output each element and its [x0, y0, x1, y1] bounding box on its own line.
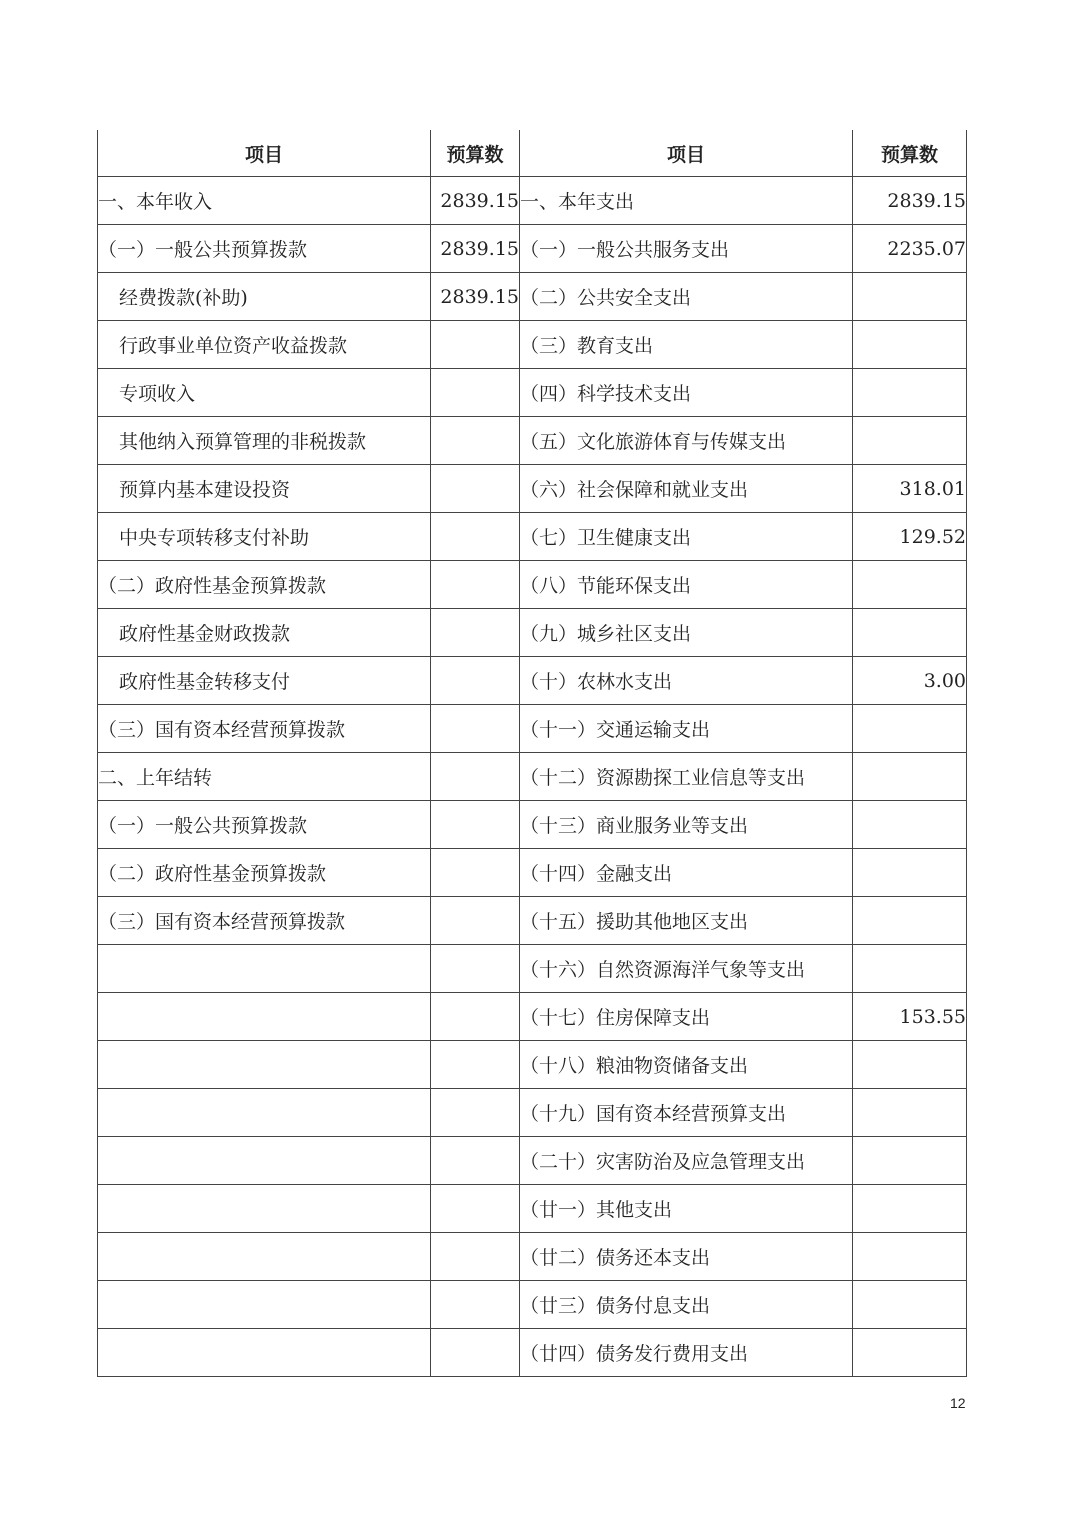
expense-value-cell: 129.52 — [853, 513, 967, 561]
expense-item-cell: （十五）援助其他地区支出 — [520, 897, 853, 945]
income-item-cell: 专项收入 — [98, 369, 431, 417]
table-header-row — [98, 130, 967, 177]
income-value-cell — [431, 1089, 520, 1137]
income-item-cell — [98, 993, 431, 1041]
table-row — [98, 897, 967, 945]
table-row — [98, 561, 967, 609]
expense-value-cell — [853, 897, 967, 945]
income-item-cell: 政府性基金财政拨款 — [98, 609, 431, 657]
expense-item-cell: （十三）商业服务业等支出 — [520, 801, 853, 849]
expense-item-cell: （廿四）债务发行费用支出 — [520, 1329, 853, 1377]
expense-item-cell: （二十）灾害防治及应急管理支出 — [520, 1137, 853, 1185]
income-item-cell: 二、上年结转 — [98, 753, 431, 801]
income-item-cell: 经费拨款(补助) — [98, 273, 431, 321]
table-body — [98, 177, 967, 1377]
income-value-cell — [431, 1185, 520, 1233]
expense-item-cell: （十八）粮油物资储备支出 — [520, 1041, 853, 1089]
table-row — [98, 609, 967, 657]
budget-table — [97, 130, 967, 1377]
expense-item-cell: （一）一般公共服务支出 — [520, 225, 853, 273]
expense-item-cell: （三）教育支出 — [520, 321, 853, 369]
header-income-item: 项目 — [98, 130, 431, 177]
expense-item-cell: （五）文化旅游体育与传媒支出 — [520, 417, 853, 465]
expense-item-cell: （七）卫生健康支出 — [520, 513, 853, 561]
expense-value-cell — [853, 609, 967, 657]
table-row — [98, 369, 967, 417]
expense-value-cell: 318.01 — [853, 465, 967, 513]
expense-value-cell — [853, 321, 967, 369]
income-value-cell — [431, 705, 520, 753]
table-row — [98, 417, 967, 465]
income-value-cell — [431, 465, 520, 513]
income-item-cell — [98, 1329, 431, 1377]
table-row — [98, 753, 967, 801]
expense-item-cell: （十一）交通运输支出 — [520, 705, 853, 753]
income-value-cell — [431, 321, 520, 369]
header-expense-item: 项目 — [520, 130, 853, 177]
expense-item-cell: （六）社会保障和就业支出 — [520, 465, 853, 513]
income-item-cell: （三）国有资本经营预算拨款 — [98, 897, 431, 945]
table-row — [98, 513, 967, 561]
expense-value-cell — [853, 801, 967, 849]
table-row — [98, 1281, 967, 1329]
expense-item-cell: （八）节能环保支出 — [520, 561, 853, 609]
expense-value-cell — [853, 705, 967, 753]
income-value-cell — [431, 1329, 520, 1377]
expense-value-cell — [853, 369, 967, 417]
expense-value-cell — [853, 1041, 967, 1089]
income-value-cell — [431, 1281, 520, 1329]
income-item-cell — [98, 1185, 431, 1233]
income-item-cell — [98, 1089, 431, 1137]
expense-value-cell: 153.55 — [853, 993, 967, 1041]
income-item-cell: 行政事业单位资产收益拨款 — [98, 321, 431, 369]
expense-value-cell — [853, 849, 967, 897]
table-row — [98, 1185, 967, 1233]
income-item-cell: （二）政府性基金预算拨款 — [98, 849, 431, 897]
expense-value-cell — [853, 1137, 967, 1185]
income-item-cell: 其他纳入预算管理的非税拨款 — [98, 417, 431, 465]
income-value-cell — [431, 513, 520, 561]
expense-item-cell: （四）科学技术支出 — [520, 369, 853, 417]
table-row — [98, 465, 967, 513]
expense-item-cell: （十九）国有资本经营预算支出 — [520, 1089, 853, 1137]
table-row — [98, 1137, 967, 1185]
expense-item-cell: （十二）资源勘探工业信息等支出 — [520, 753, 853, 801]
table-row — [98, 945, 967, 993]
income-value-cell — [431, 753, 520, 801]
income-item-cell: （一）一般公共预算拨款 — [98, 225, 431, 273]
income-value-cell — [431, 1233, 520, 1281]
table-row — [98, 1233, 967, 1281]
expense-value-cell — [853, 273, 967, 321]
income-value-cell — [431, 1137, 520, 1185]
expense-item-cell: （廿一）其他支出 — [520, 1185, 853, 1233]
expense-value-cell — [853, 1185, 967, 1233]
income-item-cell — [98, 1137, 431, 1185]
income-value-cell — [431, 561, 520, 609]
header-income-budget: 预算数 — [431, 130, 520, 177]
expense-value-cell: 2235.07 — [853, 225, 967, 273]
table-row — [98, 1329, 967, 1377]
income-item-cell: （三）国有资本经营预算拨款 — [98, 705, 431, 753]
expense-item-cell: （九）城乡社区支出 — [520, 609, 853, 657]
table-row — [98, 1041, 967, 1089]
income-value-cell — [431, 993, 520, 1041]
income-value-cell: 2839.15 — [431, 273, 520, 321]
expense-item-cell: （廿二）债务还本支出 — [520, 1233, 853, 1281]
expense-value-cell — [853, 1329, 967, 1377]
page-number: 12 — [950, 1395, 966, 1411]
table-row — [98, 1089, 967, 1137]
expense-value-cell — [853, 753, 967, 801]
expense-item-cell: （二）公共安全支出 — [520, 273, 853, 321]
table-row — [98, 705, 967, 753]
income-item-cell — [98, 945, 431, 993]
income-value-cell — [431, 849, 520, 897]
income-item-cell: 中央专项转移支付补助 — [98, 513, 431, 561]
table-row — [98, 657, 967, 705]
table-row — [98, 177, 967, 225]
expense-value-cell — [853, 417, 967, 465]
expense-item-cell: （廿三）债务付息支出 — [520, 1281, 853, 1329]
income-item-cell: 一、本年收入 — [98, 177, 431, 225]
expense-value-cell — [853, 1281, 967, 1329]
expense-item-cell: （十）农林水支出 — [520, 657, 853, 705]
expense-value-cell — [853, 1089, 967, 1137]
expense-item-cell: （十六）自然资源海洋气象等支出 — [520, 945, 853, 993]
income-value-cell — [431, 897, 520, 945]
income-value-cell — [431, 369, 520, 417]
expense-value-cell — [853, 1233, 967, 1281]
income-item-cell: 政府性基金转移支付 — [98, 657, 431, 705]
income-value-cell — [431, 657, 520, 705]
expense-value-cell: 3.00 — [853, 657, 967, 705]
income-value-cell: 2839.15 — [431, 177, 520, 225]
income-value-cell — [431, 801, 520, 849]
income-value-cell — [431, 945, 520, 993]
income-value-cell — [431, 417, 520, 465]
income-item-cell: （一）一般公共预算拨款 — [98, 801, 431, 849]
income-item-cell — [98, 1281, 431, 1329]
income-value-cell — [431, 609, 520, 657]
table-row — [98, 849, 967, 897]
income-item-cell — [98, 1041, 431, 1089]
expense-value-cell: 2839.15 — [853, 177, 967, 225]
expense-item-cell: （十四）金融支出 — [520, 849, 853, 897]
header-expense-budget: 预算数 — [853, 130, 967, 177]
table-row — [98, 801, 967, 849]
income-value-cell — [431, 1041, 520, 1089]
table-row — [98, 225, 967, 273]
table-row — [98, 993, 967, 1041]
income-item-cell: 预算内基本建设投资 — [98, 465, 431, 513]
income-item-cell — [98, 1233, 431, 1281]
table-row — [98, 321, 967, 369]
expense-item-cell: （十七）住房保障支出 — [520, 993, 853, 1041]
expense-item-cell: 一、本年支出 — [520, 177, 853, 225]
expense-value-cell — [853, 561, 967, 609]
income-item-cell: （二）政府性基金预算拨款 — [98, 561, 431, 609]
expense-value-cell — [853, 945, 967, 993]
table-row — [98, 273, 967, 321]
income-value-cell: 2839.15 — [431, 225, 520, 273]
